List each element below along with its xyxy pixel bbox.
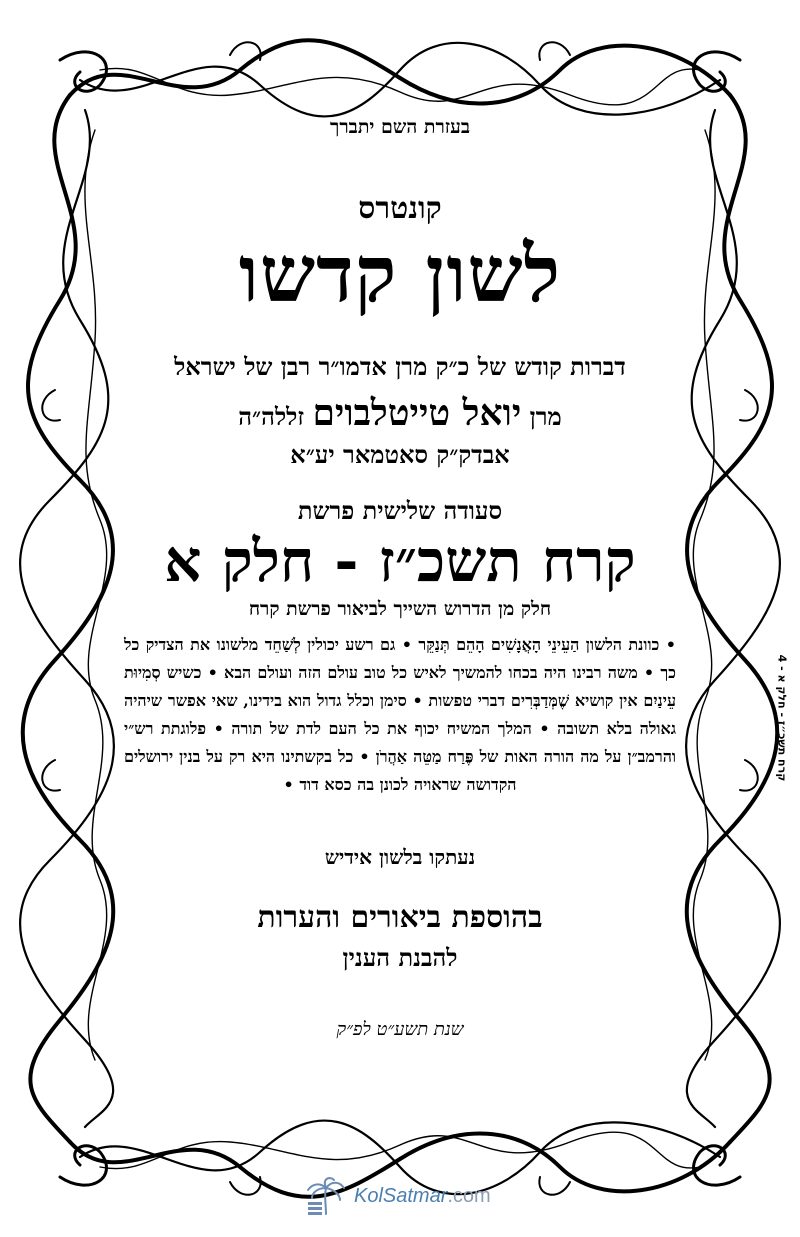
title-page bbox=[118, 110, 682, 1040]
main-title: לשון קדשו bbox=[238, 229, 562, 320]
kolsatmar-logo[interactable] bbox=[302, 1176, 491, 1216]
summary-paragraph: • כוונת הלשון הַעֵינֵי הָאֲנָשִׁים הָהֵם תְּנַקֵּר • גם רשע יכולין לְשַׁחֵד מלשונו את הצדיק כל כך • משה רבינו היה בכחו להמשיך לאיש כל טוב עולם הזה ועולם הבא • כשיש סְמִיוּת עֵינַיִם אין קושיא שֶׁמְּדַבְּרִים דברי טפשות • סימן וכלל גדול הוא בידינו, שאי אפשר שיהיה גאולה בלא תשובה • המלך המשיח יכוף את כל העם לדת של תורה • פלוגתת רש״י והרמב״ן על מה הורה האות של פֶּרַח מַטֵּה אַהֲרֹן • כל בקשתינו היא רק על בנין ירושלים הקדושה שראויה לכונן בה כסא דוד • bbox=[124, 634, 676, 794]
translation-note: נעתקו בלשון אידיש bbox=[324, 844, 476, 869]
lehavanas-subtitle: להבנת הענין bbox=[342, 942, 458, 972]
logo-kol: KolSatmar bbox=[354, 1184, 448, 1207]
author-line-1: דברות קודש של כ״ק מרן אדמו״ר רבן של ישראל bbox=[174, 351, 626, 381]
kuntres-label: קונטרס bbox=[358, 191, 442, 226]
logo-com: .com bbox=[447, 1184, 491, 1207]
side-page-label: קרח תשכ״ז - חלק א - 4 bbox=[775, 654, 789, 782]
seuda-label: סעודה שלישית פרשת bbox=[297, 495, 503, 525]
chelek-subtitle: חלק מן הדרוש השייך לביאור פרשת קרח bbox=[248, 597, 552, 620]
addition-title: בהוספת ביאורים והערות bbox=[257, 899, 543, 935]
author-prefix: מרן bbox=[529, 401, 562, 431]
logo-text bbox=[354, 1185, 491, 1208]
blessing-line: בעזרת השם יתברך bbox=[330, 116, 470, 138]
author-name: יואל טייטלבוים bbox=[312, 391, 522, 434]
author-line-2 bbox=[118, 392, 682, 434]
year-line: שנת תשע״ט לפ״ק bbox=[336, 1018, 464, 1040]
author-suffix: זללה״ה bbox=[238, 401, 305, 431]
palm-tree-icon bbox=[302, 1176, 348, 1216]
parsha-title: קרח תשכ״ז - חלק א bbox=[164, 526, 636, 595]
author-line-3: אבדק״ק סאטמאר יע״א bbox=[290, 439, 510, 469]
